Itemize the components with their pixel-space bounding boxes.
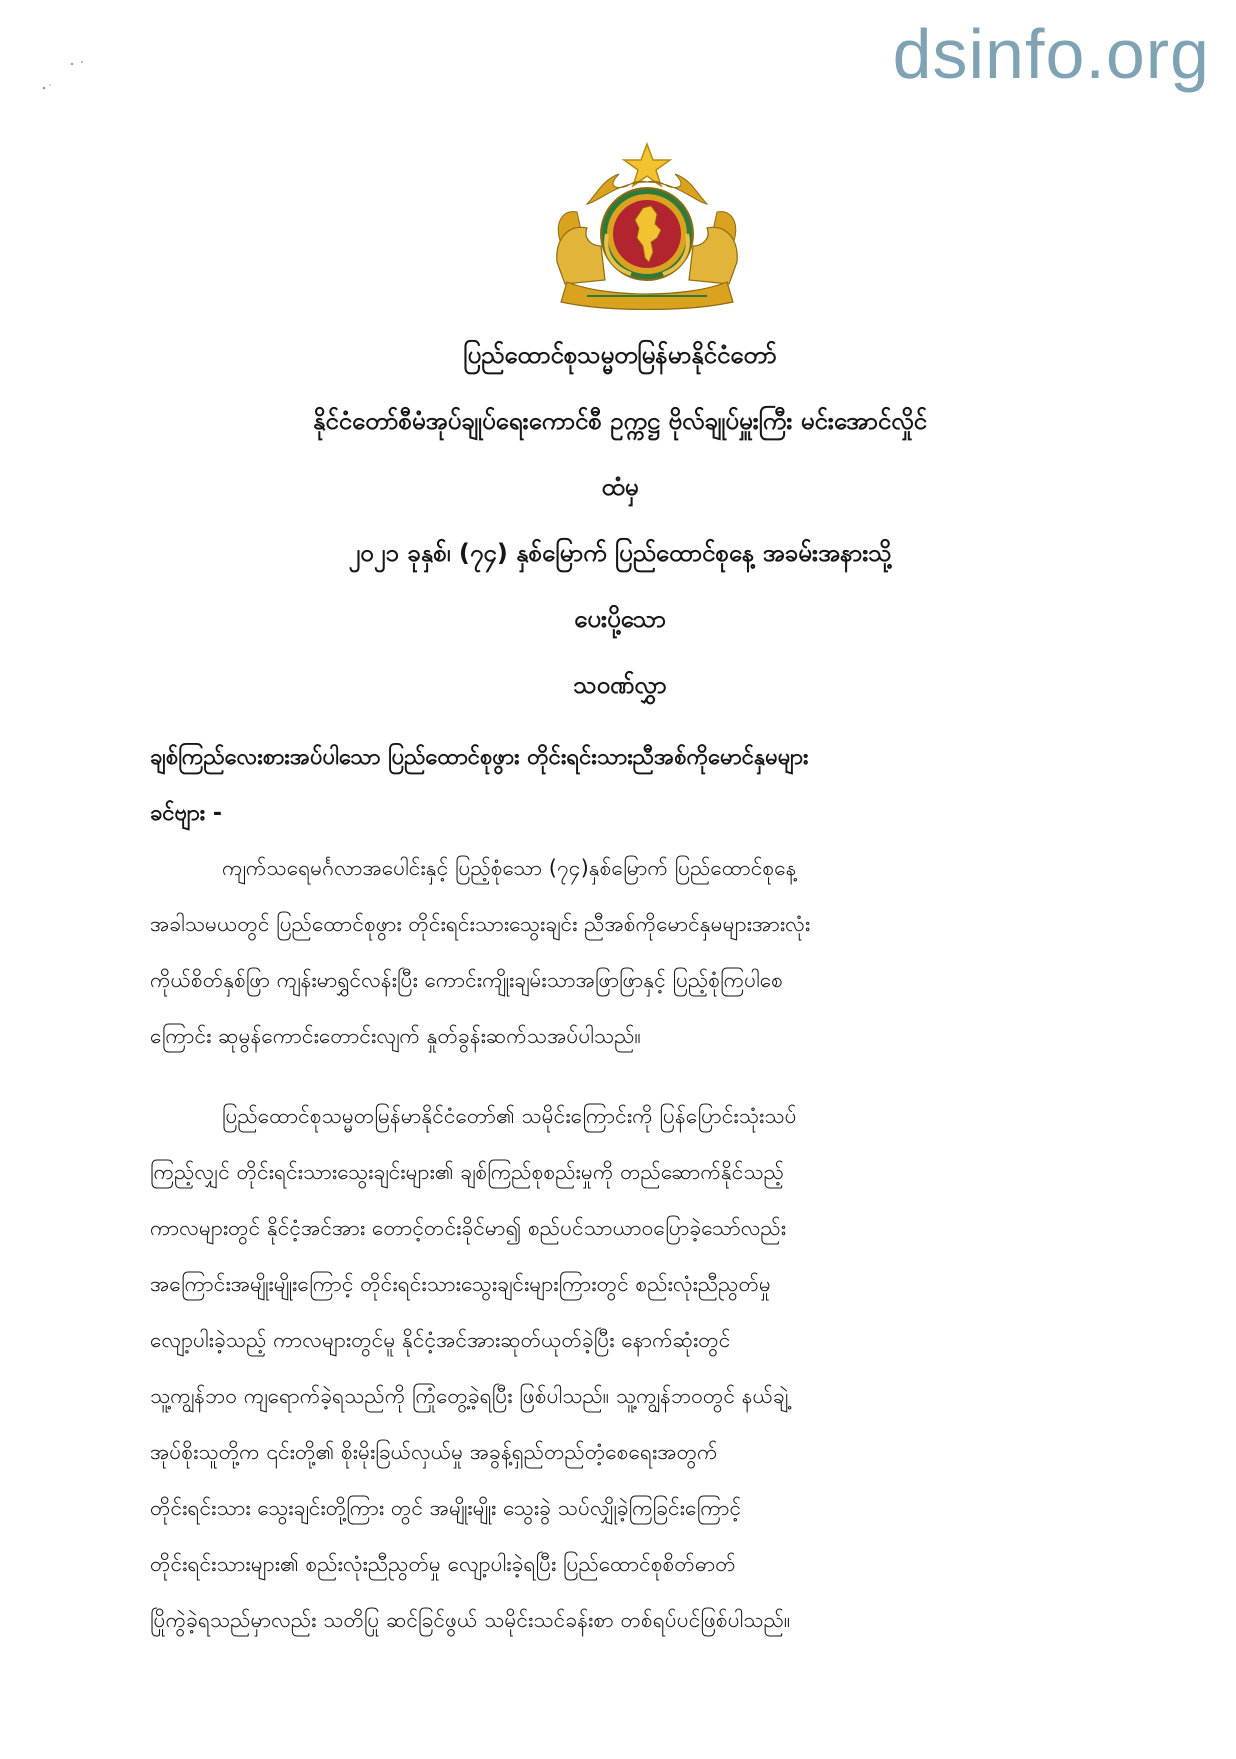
heading-from: ထံမှ	[601, 473, 639, 501]
paragraph-line: တိုင်းရင်းသားများ၏ စည်းလုံးညီညွတ်မှု လျော့ပါးခဲ့ရပြီး ပြည်ထောင်စုစိတ်ဓာတ်	[150, 1552, 736, 1576]
paragraph-line: လျော့ပါးခဲ့သည့် ကာလများတွင်မူ နိုင်ငံ့အင်အားဆုတ်ယုတ်ခဲ့ပြီး နောက်ဆုံးတွင်	[150, 1328, 731, 1352]
paragraph-line: ကိုယ်စိတ်နှစ်ဖြာ ကျန်းမာရွှင်လန်းပြီး ကောင်းကျိုးချမ်းသာအဖြာဖြာနှင့် ပြည့်စုံကြပါစေ	[150, 968, 783, 992]
heading-occasion: ၂၀၂၁ ခုနှစ်၊ (၇၄) နှစ်မြောက် ပြည်ထောင်စုနေ့ အခမ်းအနားသို့	[348, 539, 892, 567]
seal-lion-right	[689, 227, 737, 284]
paragraph-line: အခါသမယတွင် ပြည်ထောင်စုဖွား တိုင်းရင်းသားသွေးချင်း ညီအစ်ကိုမောင်နှမများအားလုံး	[150, 912, 811, 936]
letter-headings	[120, 322, 1120, 718]
heading-message: သဝဏ်လွှာ	[573, 671, 667, 699]
seal-star	[624, 144, 670, 186]
heading-sent: ပေးပို့သော	[574, 605, 666, 633]
paragraph-line: ကာလများတွင် နိုင်ငံ့အင်အား တောင့်တင်းခိုင်မာ၍ စည်ပင်သာယာဝပြောခဲ့သော်လည်း	[150, 1216, 787, 1240]
heading-country: ပြည်ထောင်စုသမ္မတမြန်မာနိုင်ငံတော်	[463, 341, 777, 369]
scan-specks	[38, 58, 98, 108]
paragraph-greeting	[150, 840, 1150, 1064]
heading-sender: နိုင်ငံတော်စီမံအုပ်ချုပ်ရေးကောင်စီ ဥက္ကဋ္ဌ ဗိုလ်ချုပ်မှူးကြီး မင်းအောင်လှိုင်	[313, 407, 927, 435]
state-seal-icon	[547, 142, 747, 310]
paragraph-line: အကြောင်းအမျိုးမျိုးကြောင့် တိုင်းရင်းသားသွေးချင်းများကြားတွင် စည်းလုံးညီညွတ်မှု	[150, 1272, 771, 1296]
paragraph-line: သူ့ကျွန်ဘဝ ကျရောက်ခဲ့ရသည်ကို ကြုံတွေ့ခဲ့ရပြီး ဖြစ်ပါသည်။ သူ့ကျွန်ဘဝတွင် နယ်ချဲ့	[150, 1384, 789, 1408]
paragraph-line: ပြိုကွဲခဲ့ရသည်မှာလည်း သတိပြု ဆင်ခြင်ဖွယ် သမိုင်းသင်ခန်းစာ တစ်ရပ်ပင်ဖြစ်ပါသည်။	[150, 1608, 791, 1632]
paragraph-line: ကျက်သရေမင်္ဂလာအပေါင်းနှင့် ပြည့်စုံသော (၇၄)နှစ်မြောက် ပြည်ထောင်စုနေ့	[222, 856, 797, 880]
watermark: dsinfo.org	[892, 15, 1210, 93]
seal-lion-left	[557, 227, 605, 284]
salutation	[150, 730, 1150, 842]
paragraph-line: ကြည့်လျှင် တိုင်းရင်းသားသွေးချင်းများ၏ ချစ်ကြည်စုစည်းမှုကို တည်ဆောက်နိုင်သည့်	[150, 1160, 784, 1184]
paragraph-line: ကြောင်း ဆုမွန်ကောင်းတောင်းလျက် နှုတ်ခွန်းဆက်သအပ်ပါသည်။	[150, 1024, 641, 1048]
salutation-line: ချစ်ကြည်လေးစားအပ်ပါသော ပြည်ထောင်စုဖွား တိုင်းရင်းသားညီအစ်ကိုမောင်နှမများ	[150, 745, 809, 770]
paragraph-history	[150, 1088, 1150, 1648]
paragraph-line: တိုင်းရင်းသား သွေးချင်းတို့ကြား တွင် အမျိုးမျိုး သွေးခွဲ သပ်လျှိုခဲ့ကြခြင်းကြောင့်	[150, 1496, 742, 1520]
paragraph-line: ပြည်ထောင်စုသမ္မတမြန်မာနိုင်ငံတော်၏ သမိုင်းကြောင်းကို ပြန်ပြောင်းသုံးသပ်	[222, 1104, 797, 1128]
paragraph-line: အုပ်စိုးသူတို့က ၎င်းတို့၏ စိုးမိုးခြယ်လှယ်မှု အခွန့်ရှည်တည်တံ့စေရေးအတွက်	[150, 1440, 718, 1464]
salutation-line: ခင်ဗျား -	[150, 801, 223, 826]
